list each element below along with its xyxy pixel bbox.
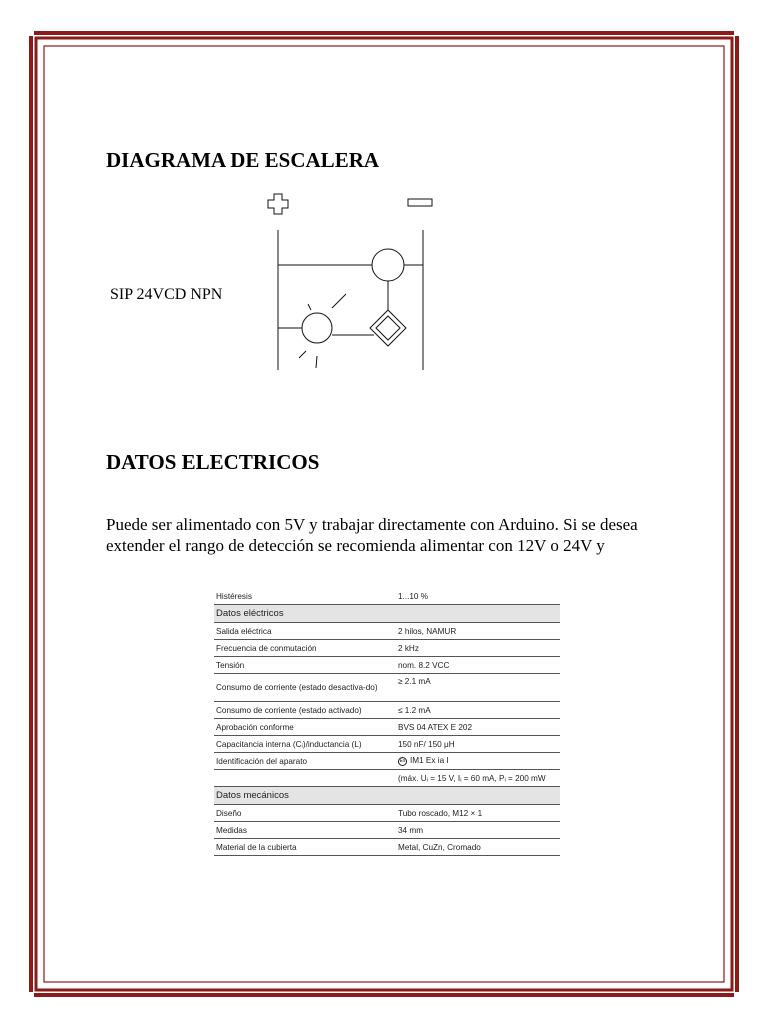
- table-row: [214, 640, 560, 657]
- spec-label: Tensión: [214, 657, 396, 674]
- spec-value: (máx. Uᵢ = 15 V, Iᵢ = 60 mA, Pᵢ = 200 mW: [396, 770, 560, 787]
- section-title: Datos eléctricos: [214, 605, 560, 623]
- spec-label: Identificación del aparato: [214, 753, 396, 770]
- spec-label: Aprobación conforme: [214, 719, 396, 736]
- table-row: [214, 770, 560, 787]
- spec-value: nom. 8.2 VCC: [396, 657, 560, 674]
- spec-label: Consumo de corriente (estado activado): [214, 702, 396, 719]
- table-row: [214, 805, 560, 822]
- spec-label: Diseño: [214, 805, 396, 822]
- table-section-row: [214, 605, 560, 623]
- spec-label: Material de la cubierta: [214, 839, 396, 856]
- spec-value: BVS 04 ATEX E 202: [396, 719, 560, 736]
- spec-value: 1...10 %: [396, 588, 560, 605]
- spec-value: Metal, CuZn, Cromado: [396, 839, 560, 856]
- paragraph-line: extender el rango de detección se recomienda alimentar con 12V o 24V y: [106, 536, 605, 555]
- spec-value: IM1 Ex ia I: [410, 756, 449, 766]
- description-paragraph: [106, 514, 686, 556]
- spec-table: [214, 588, 560, 856]
- spec-label: Frecuencia de conmutación: [214, 640, 396, 657]
- section-title: Datos mecánicos: [214, 787, 560, 805]
- paragraph-line: Puede ser alimentado con 5V y trabajar directamente con Arduino. Si se desea: [106, 515, 638, 534]
- electrical-heading: DATOS ELECTRICOS: [106, 450, 320, 474]
- spec-value: 150 nF/ 150 μH: [396, 736, 560, 753]
- table-row: [214, 839, 560, 856]
- spec-value: 2 kHz: [396, 640, 560, 657]
- spec-value: 34 mm: [396, 822, 560, 839]
- table-row: [214, 657, 560, 674]
- spec-label: Capacitancia interna (Cᵢ)/inductancia (L): [214, 736, 396, 753]
- coil-symbol: [372, 249, 404, 281]
- diagram-heading: DIAGRAMA DE ESCALERA: [106, 148, 380, 172]
- table-row: [214, 736, 560, 753]
- sensor-label: SIP 24VCD NPN: [110, 286, 223, 303]
- ladder-diagram: [250, 185, 450, 385]
- minus-icon: [408, 199, 432, 206]
- spec-label: Histéresis: [214, 588, 396, 605]
- lamp-symbol: [302, 313, 332, 343]
- spec-label: Consumo de corriente (estado desactiva-do): [214, 674, 396, 702]
- spec-label: [214, 770, 396, 787]
- spec-value: ≤ 1.2 mA: [396, 702, 560, 719]
- table-row: [214, 674, 560, 702]
- spec-value: Tubo roscado, M12 × 1: [396, 805, 560, 822]
- table-row: [214, 588, 560, 605]
- spec-value: ≥ 2.1 mA: [396, 674, 560, 702]
- spec-label: Medidas: [214, 822, 396, 839]
- ex-mark-icon: Ex: [399, 757, 406, 764]
- table-row: [214, 623, 560, 640]
- spec-label: Salida eléctrica: [214, 623, 396, 640]
- table-row: [214, 753, 560, 770]
- table-row: [214, 719, 560, 736]
- table-section-row: [214, 787, 560, 805]
- plus-icon: [268, 194, 288, 214]
- table-row: [214, 822, 560, 839]
- spec-value: 2 hilos, NAMUR: [396, 623, 560, 640]
- table-row: [214, 702, 560, 719]
